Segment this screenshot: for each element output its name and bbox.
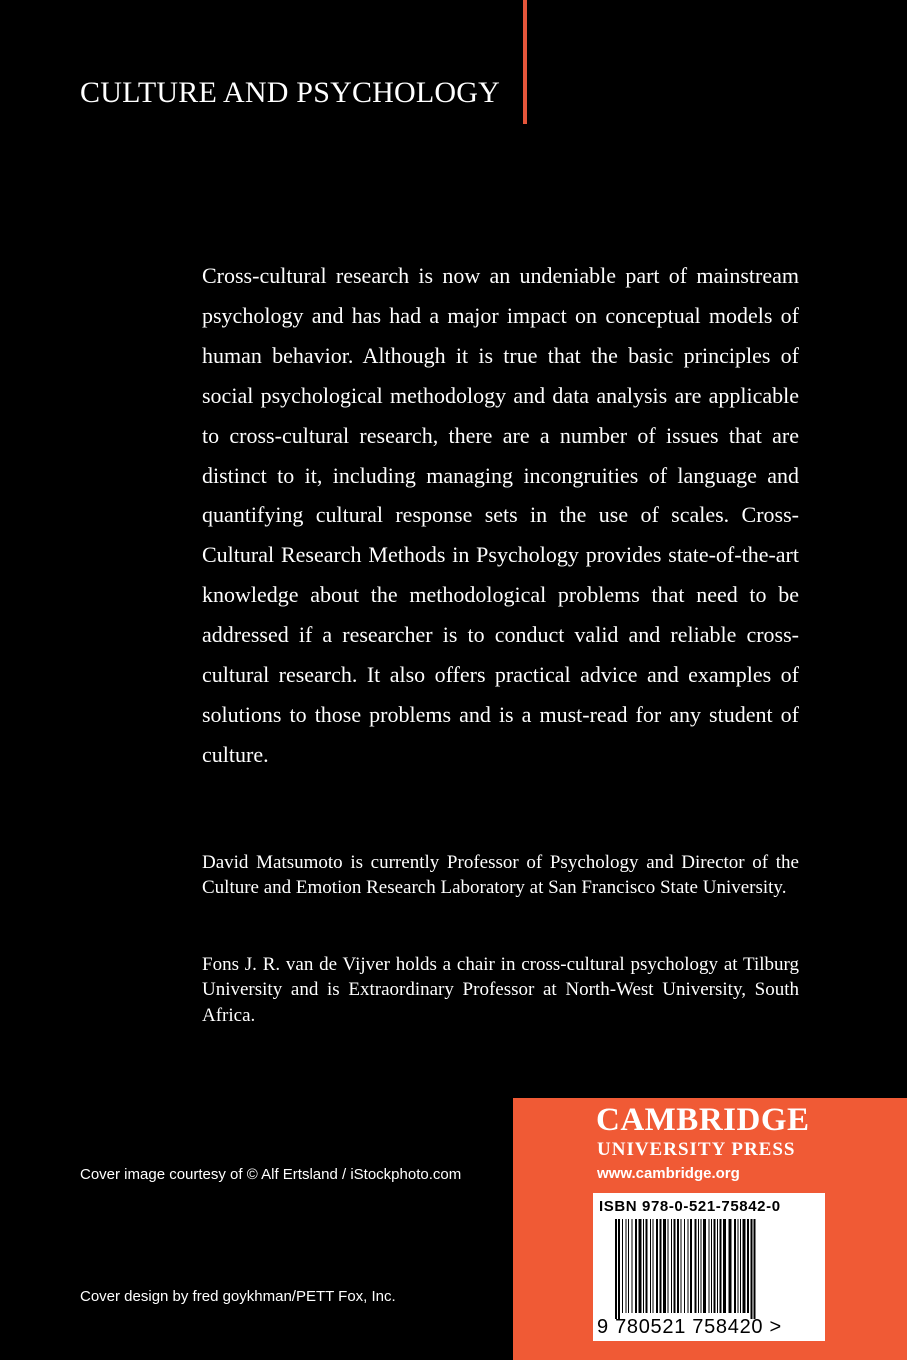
barcode-bar	[660, 1219, 662, 1313]
cover-image-credit: Cover image courtesy of © Alf Ertsland / iStockphoto.com	[80, 1166, 462, 1183]
barcode-bar	[674, 1219, 676, 1313]
barcode-bar	[709, 1219, 710, 1313]
barcode-bar	[738, 1219, 739, 1313]
barcode-bar	[754, 1219, 756, 1319]
barcode-bar	[729, 1219, 732, 1313]
barcode-bar	[656, 1219, 658, 1313]
barcode-bar	[615, 1219, 617, 1319]
barcode-bar	[622, 1219, 623, 1313]
barcode-bar	[671, 1219, 672, 1313]
barcode-bar	[643, 1219, 644, 1313]
barcode-bar	[698, 1219, 699, 1313]
author-bio-matsumoto: David Matsumoto is currently Professor of Psychology and Director of the Culture and Emotion Research Laboratory at San Francisco State University.	[202, 852, 799, 899]
barcode-bar	[635, 1219, 637, 1313]
barcode-bar	[747, 1219, 749, 1313]
barcode-bar	[720, 1219, 722, 1313]
barcode-bar	[677, 1219, 679, 1313]
series-title: CULTURE AND PSYCHOLOGY	[80, 76, 501, 109]
publisher-logo-subtitle: UNIVERSITY PRESS	[597, 1139, 796, 1160]
author-bio-van-de-vijver: Fons J. R. van de Vijver holds a chair in cross-cultural psychology at Tilburg University and is Extraordinary Professor at North-West University, South Africa.	[202, 954, 799, 1026]
barcode-bar	[717, 1219, 718, 1313]
barcode-bar	[663, 1219, 666, 1313]
book-description: Cross-cultural research is now an undeniable part of mainstream psychology and has had a major impact on conceptual models of human behavior. Although it is true that the basic principles of social psychological methodology and data analysis are applicable to cross-cultural research, there are a number of issues that are distinct to it, including managing incongruities of language and quantifying cultural response sets in the use of scales. Cross-Cultural Research Methods in Psychology provides state-of-the-art knowledge about the methodological problems that need to be addressed if a researcher is to conduct valid and reliable cross-cultural research. It also offers practical advice and examples of solutions to those problems and is a must-read for any student of culture.	[202, 263, 799, 767]
barcode-bar	[740, 1219, 741, 1313]
barcode-bar	[734, 1219, 736, 1313]
isbn-label: ISBN 978-0-521-75842-0	[599, 1198, 781, 1215]
barcode-bar	[628, 1219, 629, 1313]
barcode-bar	[650, 1219, 651, 1313]
barcode-bar	[751, 1219, 753, 1319]
barcode-bar	[723, 1219, 726, 1313]
publisher-logo-name: CAMBRIDGE	[596, 1102, 810, 1138]
barcode-bar	[618, 1219, 620, 1319]
barcode-bar	[646, 1219, 648, 1313]
barcode-bar	[626, 1219, 627, 1313]
barcode-bar	[714, 1219, 716, 1313]
barcode-bar	[632, 1219, 633, 1313]
barcode-bar	[695, 1219, 697, 1313]
barcode-bar	[701, 1219, 702, 1313]
barcode-bar	[703, 1219, 706, 1313]
barcode-bar	[684, 1219, 685, 1313]
barcode-digits: 9 780521 758420 >	[597, 1316, 782, 1338]
barcode-bar	[711, 1219, 712, 1313]
barcode-bar	[688, 1219, 689, 1313]
barcode-bar	[639, 1219, 642, 1313]
barcode-bar	[681, 1219, 682, 1313]
barcode-bar	[668, 1219, 669, 1313]
barcode-bar	[653, 1219, 654, 1313]
cover-design-credit: Cover design by fred goykhman/PETT Fox, Inc.	[80, 1288, 396, 1305]
publisher-url: www.cambridge.org	[597, 1165, 740, 1182]
barcode-bar	[690, 1219, 692, 1313]
isbn-barcode	[593, 1193, 825, 1341]
series-accent-line	[523, 0, 527, 124]
barcode-bar	[743, 1219, 746, 1313]
